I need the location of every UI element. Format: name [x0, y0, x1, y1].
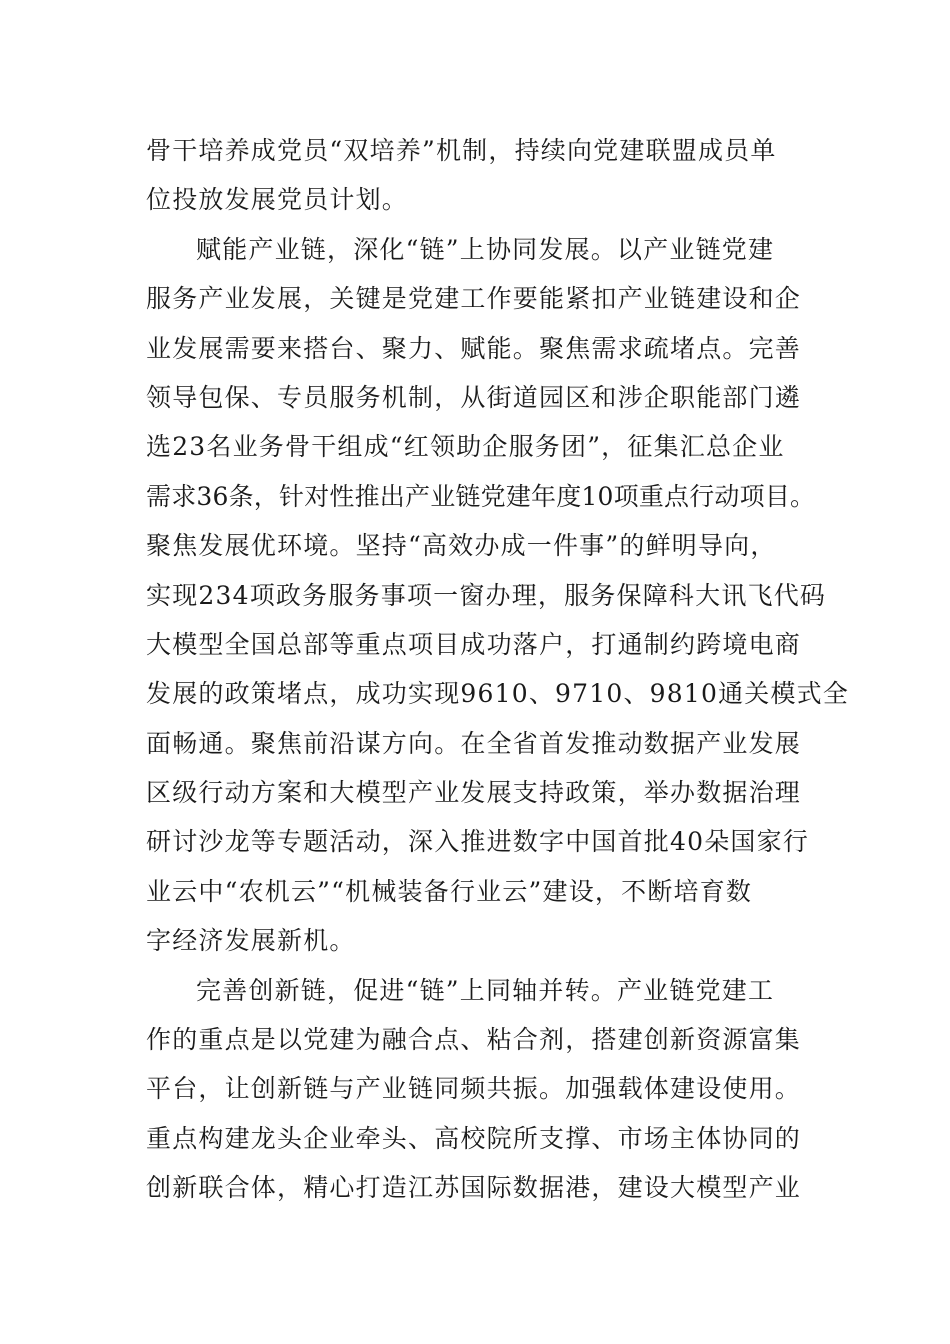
text-line: 位投放发展党员计划。 — [146, 185, 409, 215]
text-line: 创新联合体，精心打造江苏国际数据港，建设大模型产业 — [146, 1173, 802, 1203]
text-line: 实现234项政务服务事项一窗办理，服务保障科大讯飞代码 — [146, 580, 827, 610]
document-body — [146, 126, 850, 1213]
text-line: 服务产业发展，关键是党建工作要能紧扣产业链建设和企 — [146, 284, 802, 314]
text-line: 聚焦发展优环境。坚持“高效办成一件事”的鲜明导向， — [146, 531, 777, 561]
text-line: 领导包保、专员服务机制，从街道园区和涉企职能部门遴 — [146, 382, 802, 412]
paragraph-start-line: 完善创新链，促进“链”上同轴并转。产业链党建工 — [196, 975, 775, 1005]
text-line: 发展的政策堵点，成功实现9610、9710、9810通关模式全 — [146, 679, 850, 709]
text-line: 大模型全国总部等重点项目成功落户，打通制约跨境电商 — [146, 629, 802, 659]
text-line: 选23名业务骨干组成“红领助企服务团”，征集汇总企业 — [146, 432, 785, 462]
text-line: 平台，让创新链与产业链同频共振。加强载体建设使用。 — [146, 1074, 802, 1104]
text-line: 需求36条，针对性推出产业链党建年度10项重点行动项目。 — [146, 481, 816, 511]
text-line: 字经济发展新机。 — [146, 926, 356, 956]
text-line: 业云中“农机云”“机械装备行业云”建设，不断培育数 — [146, 876, 753, 906]
text-line: 业发展需要来搭台、聚力、赋能。聚焦需求疏堵点。完善 — [146, 333, 802, 363]
text-line: 骨干培养成党员“双培养”机制，持续向党建联盟成员单 — [146, 136, 777, 165]
text-line: 作的重点是以党建为融合点、粘合剂，搭建创新资源富集 — [146, 1025, 802, 1055]
text-line: 研讨沙龙等专题活动，深入推进数字中国首批40朵国家行 — [146, 827, 810, 857]
text-line: 重点构建龙头企业牵头、高校院所支撑、市场主体协同的 — [146, 1123, 802, 1153]
text-line: 面畅通。聚焦前沿谋方向。在全省首发推动数据产业发展 — [146, 728, 802, 758]
text-line: 区级行动方案和大模型产业发展支持政策，举办数据治理 — [146, 778, 802, 808]
paragraph-start-line: 赋能产业链，深化“链”上协同发展。以产业链党建 — [196, 234, 775, 264]
